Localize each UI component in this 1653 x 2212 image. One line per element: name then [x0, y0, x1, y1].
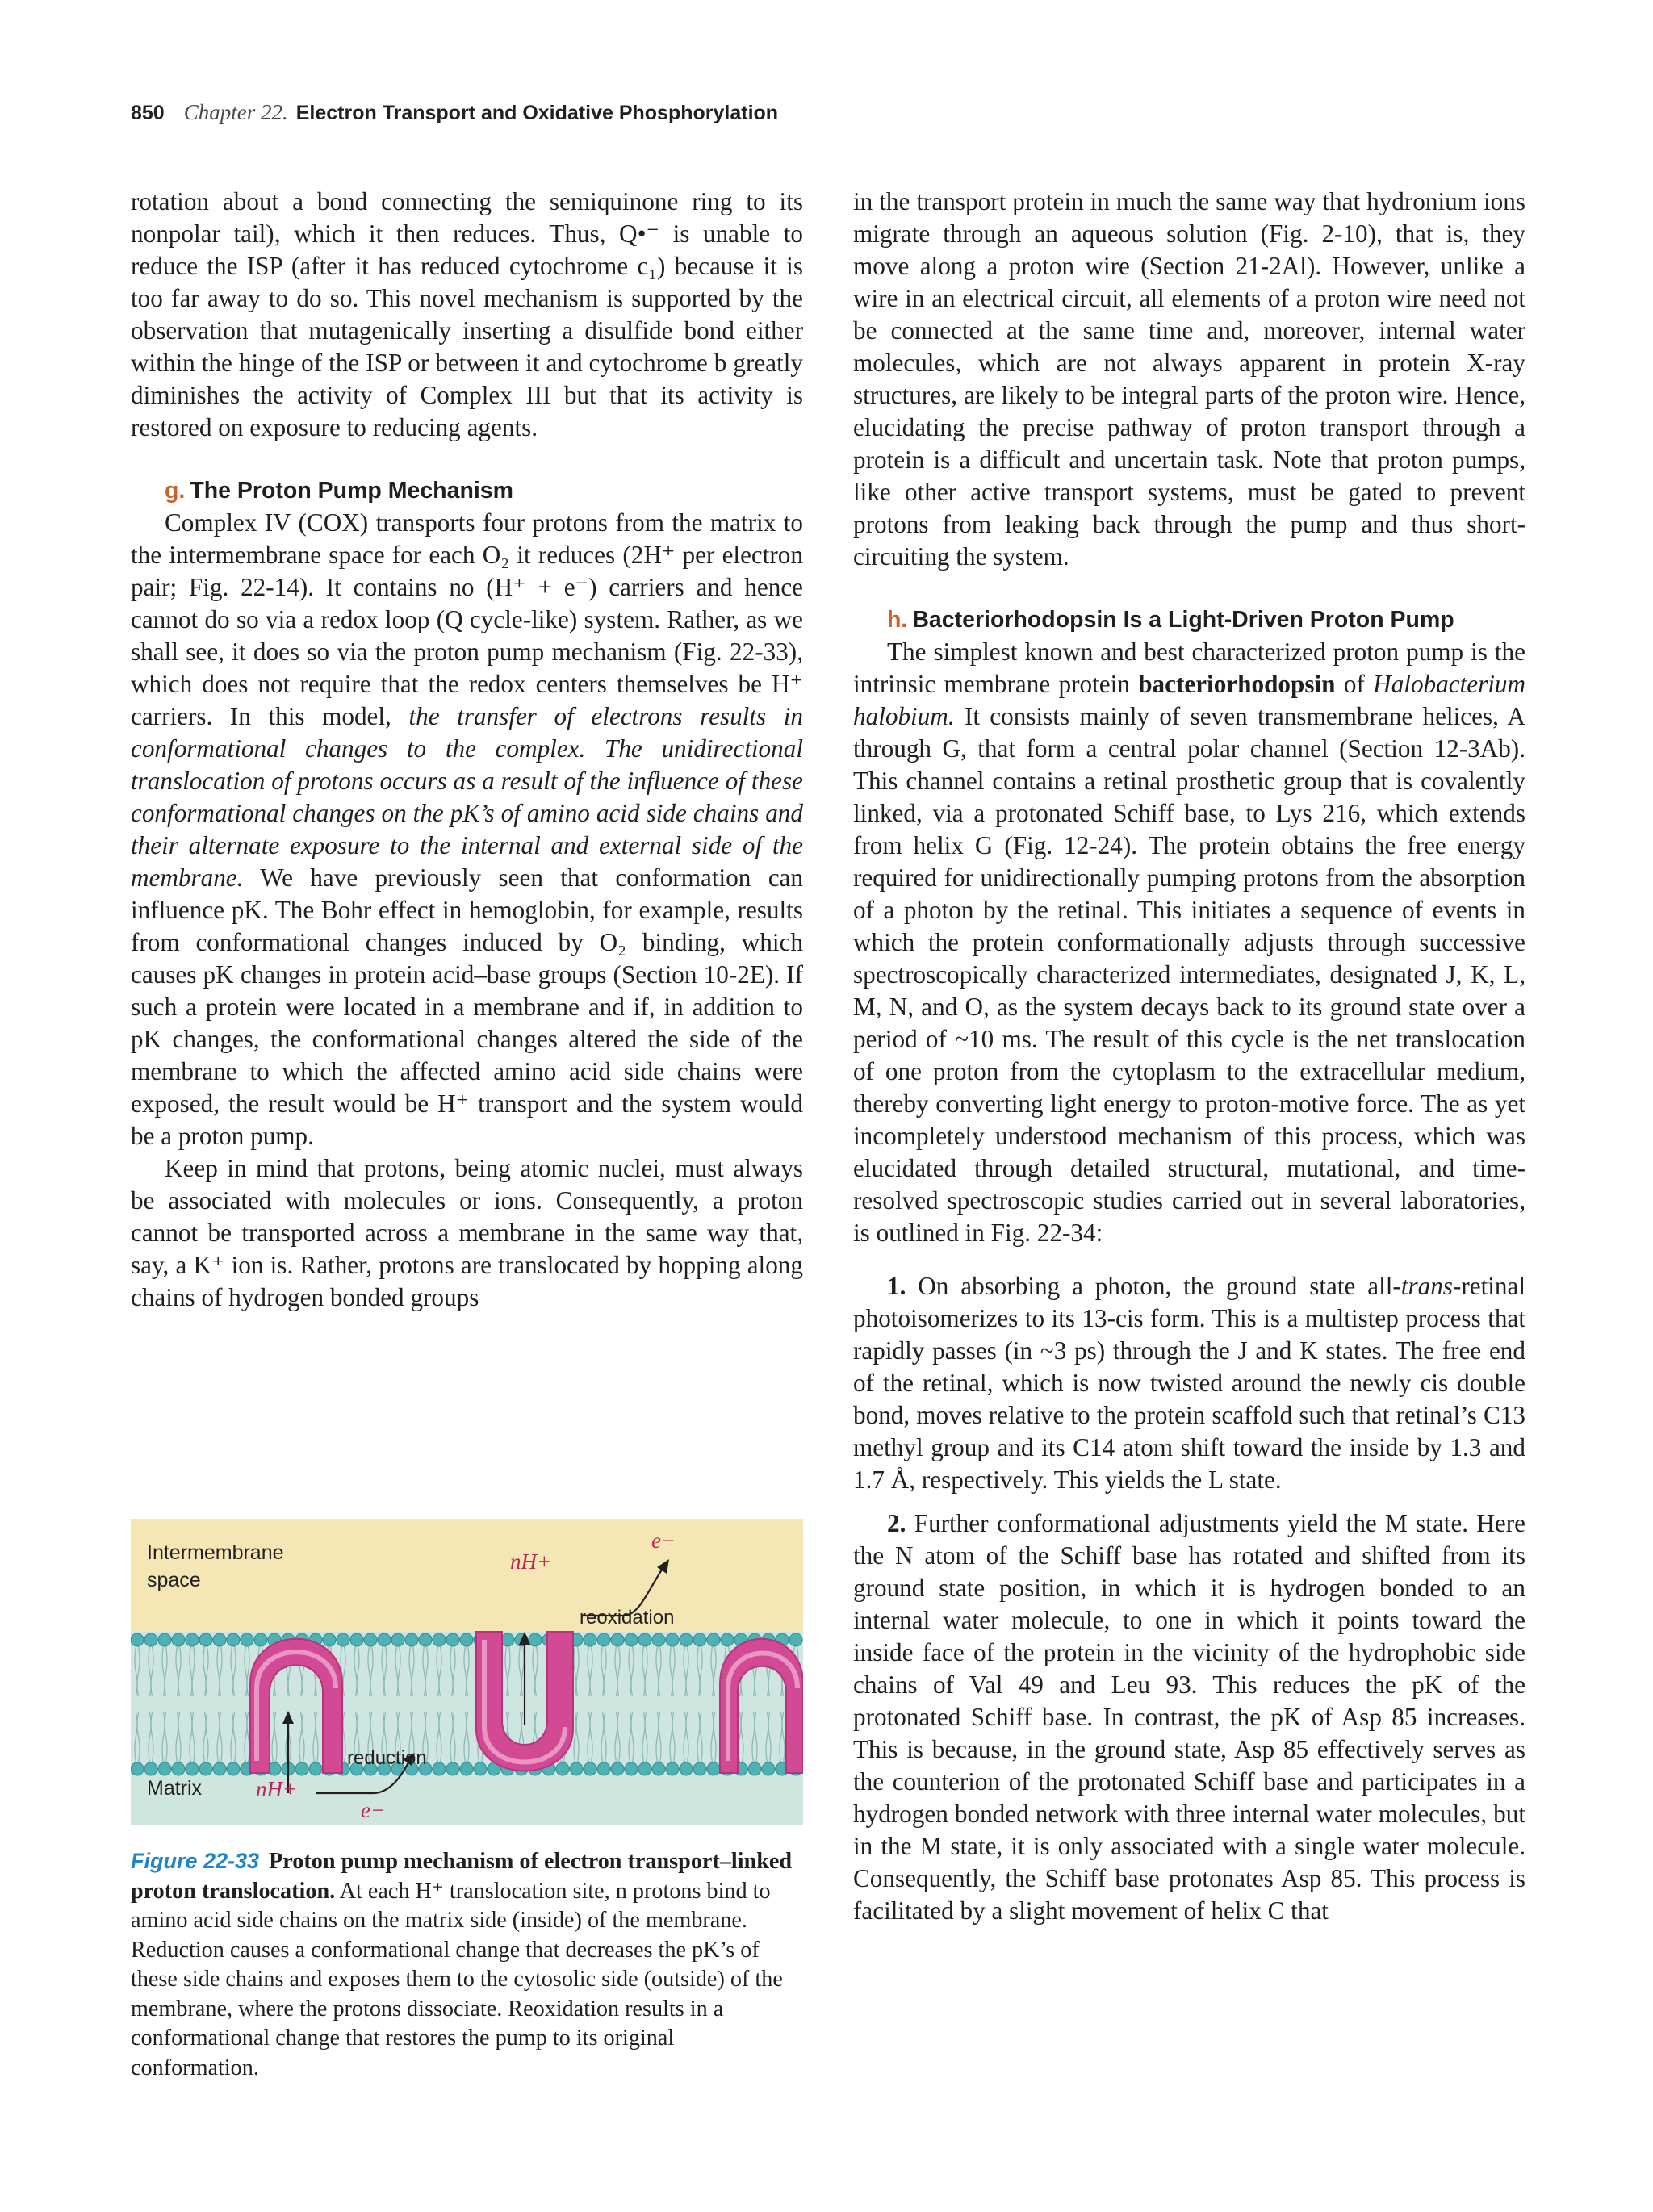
figure-22-33 [131, 1519, 803, 1825]
lipid-head [433, 1633, 446, 1646]
left-column [131, 186, 803, 1314]
lipid-head [144, 1762, 157, 1775]
figure-title: Proton pump mechanism of electron transport–linked proton translocation. [131, 1849, 793, 1904]
section-letter: g. [165, 478, 186, 504]
figure-caption-text: At each H⁺ translocation site, n protons bind to amino acid side chains on the matrix side (inside) of the membrane. Reduction causes a conformational change that decreases the pK’s of these side chains and exposes them to the cytosolic side (outside) of the membrane, where the protons dissociate. Reoxidation results in a conformational change that restores the pump to its original conformation. [131, 1878, 783, 2080]
lipid-head [364, 1633, 377, 1646]
lipid-head [391, 1633, 404, 1646]
lipid-head [652, 1762, 665, 1775]
lipid-head [721, 1633, 734, 1646]
lipid-head [693, 1762, 706, 1775]
item-number: 1. [887, 1272, 906, 1300]
lipid-head [584, 1762, 596, 1775]
lipid-head [474, 1762, 487, 1775]
label-nH-top: nH+ [510, 1549, 552, 1574]
lipid-head [309, 1762, 322, 1775]
section-title: The Proton Pump Mechanism [190, 478, 513, 504]
right-column [853, 186, 1525, 1927]
lipid-head [419, 1633, 432, 1646]
paragraph [131, 507, 803, 1152]
text-run: of [1335, 670, 1374, 698]
lipid-head [227, 1762, 240, 1775]
running-head [131, 100, 778, 132]
lipid-head [501, 1633, 514, 1646]
label-e-bottom: e− [361, 1798, 386, 1822]
text-run: It consists mainly of seven transmembrane helices, A through G, that form a central polar channel (Section 12-3Ab). This channel contains a retinal prosthetic group that is covalently linked, via a protonated Schiff base, to Lys 216, which extends from helix G (Fig. 12-24). The protein obtains the free energy required for unidirectionally pumping protons from the absorption of a photon by the retinal. This initiates a sequence of events in which the protein conformationally adjusts through successive spectroscopically characterized intermediates, designated J, K, L, M, N, and O, as the system decays back to its ground state over a period of ~10 ms. The result of this cycle is the net translocation of one proton from the cytoplasm to the extracellular medium, thereby converting light energy to proton-motive force. The as yet incompletely understood mechanism of this process, which was elucidated through detailed structural, mutational, and time-resolved spectroscopic studies carried out in several laboratories, is outlined in Fig. 22-34: [853, 702, 1525, 1247]
italic-run: trans [1400, 1272, 1453, 1300]
label-reoxidation: reoxidation [580, 1607, 675, 1629]
lipid-head [131, 1633, 144, 1646]
lipid-head [131, 1762, 144, 1775]
lipid-head [172, 1633, 185, 1646]
lipid-head [446, 1762, 459, 1775]
lipid-head [748, 1762, 761, 1775]
lipid-head [666, 1633, 679, 1646]
item-number: 2. [887, 1509, 906, 1537]
label-e-top: e− [651, 1528, 676, 1553]
lipid-head [199, 1633, 212, 1646]
italic-run: the transfer of electrons results in conformational changes to the complex. The unidirectional translocation of protons occurs as a result of the influence of these conformational changes on the pK’s of amino acid side chains and their alternate exposure to the internal and external side of the membrane. [131, 702, 803, 892]
lipid-head [625, 1762, 638, 1775]
lipid-head [638, 1633, 651, 1646]
paragraph [853, 636, 1525, 1249]
text-run: The simplest known and best characterized proton pump is the intrinsic membrane protein [853, 638, 1525, 698]
lipid-head [611, 1633, 624, 1646]
text-run: -retinal photoisomerizes to its 13-cis form. This is a multistep process that rapidly passes (in ~3 ps) through the J and K states. The free end of the retinal, which is now twisted around the newly cis double bond, moves relative to the protein scaffold such that retinal’s C13 methyl group and its C14 atom shift toward the inside by 1.3 and 1.7 Å, respectively. This yields the L state. [853, 1272, 1525, 1494]
label-intermembrane: Intermembrane [147, 1541, 284, 1564]
label-reduction: reduction [347, 1747, 427, 1769]
lipid-head [789, 1633, 802, 1646]
lipid-head [597, 1762, 610, 1775]
lipid-head [158, 1633, 171, 1646]
chapter-title: Electron Transport and Oxidative Phosphorylation [295, 102, 779, 124]
section-title: Bacteriorhodopsin Is a Light-Driven Proton Pump [912, 607, 1454, 633]
figure-caption [131, 1846, 803, 2083]
lipid-head [158, 1762, 171, 1775]
lipid-head [295, 1762, 308, 1775]
lipid-head [652, 1633, 665, 1646]
text-run: On absorbing a photon, the ground state all- [918, 1272, 1401, 1300]
list-item [853, 1270, 1525, 1496]
lipid-head [460, 1762, 473, 1775]
lipid-head [666, 1762, 679, 1775]
lipid-head [446, 1633, 459, 1646]
lipid-head [323, 1633, 336, 1646]
paragraph-continued-right: in the transport protein in much the same way that hydronium ions migrate through an aqueous solution (Fig. 2-10), that is, they move along a proton wire (Section 21-2Al). However, unlike a wire in an electrical circuit, all elements of a proton wire need not be connected at the same time and, moreover, internal water molecules, which are not always apparent in protein X-ray structures, are likely to be integral parts of the proton wire. Hence, elucidating the precise pathway of proton transport through a protein is a difficult and uncertain task. Note that proton pumps, like other active transport systems, must be gated to prevent protons from leaking back through the pump and thus short-circuiting the system. [853, 187, 1525, 571]
lipid-head [460, 1633, 473, 1646]
bold-run: bacteriorhodopsin [1138, 670, 1336, 698]
label-matrix: Matrix [147, 1777, 203, 1800]
section-heading-h [887, 604, 1525, 636]
lipid-head [405, 1633, 418, 1646]
lipid-head [611, 1762, 624, 1775]
lipid-head [337, 1633, 349, 1646]
intermembrane-region [131, 1519, 803, 1632]
lipid-head [638, 1762, 651, 1775]
lipid-head [186, 1633, 199, 1646]
paragraph: Keep in mind that protons, being atomic nuclei, must always be associated with molecules or ions. Consequently, a proton cannot be transported across a membrane in the same way that, say, a K⁺ ion is. Rather, protons are translocated by hopping along chains of hydrogen bonded groups [131, 1154, 803, 1311]
lipid-head [570, 1762, 583, 1775]
lipid-head [241, 1633, 253, 1646]
label-space: space [147, 1569, 201, 1591]
lipid-head [186, 1762, 199, 1775]
section-letter: h. [887, 607, 908, 633]
page-number: 850 [131, 102, 165, 124]
lipid-head [227, 1633, 240, 1646]
lipid-head [707, 1633, 720, 1646]
italic-run: Halobacterium halobium. [853, 670, 1526, 730]
lipid-head [213, 1633, 226, 1646]
figure-label: Figure 22-33 [131, 1849, 260, 1873]
lipid-head [556, 1762, 569, 1775]
proton-pump-diagram [131, 1519, 803, 1825]
lipid-head [597, 1633, 610, 1646]
lipid-head [172, 1762, 185, 1775]
text-run: We have previously seen that conformation can influence pK. The Bohr effect in hemoglobin, for example, results from conformational changes induced by O₂ binding, which causes pK changes in protein acid–base groups (Section 10-2E). If such a protein were located in a membrane and if, in addition to pK changes, the conformational changes altered the side of the membrane to which the affected amino acid side chains were exposed, the result would be H⁺ transport and the system would be a proton pump. [131, 863, 803, 1150]
lipid-head [144, 1633, 157, 1646]
lipid-head [254, 1633, 267, 1646]
lipid-head [199, 1762, 212, 1775]
lipid-head [707, 1762, 720, 1775]
list-item [853, 1507, 1525, 1927]
lipid-head [213, 1762, 226, 1775]
section-heading-g [165, 475, 803, 507]
paragraph-continued-left: rotation about a bond connecting the semiquinone ring to its nonpolar tail), which it then reduces. Thus, Q•⁻ is unable to reduce the ISP (after it has reduced cytochrome c₁) because it is too far away to do so. This novel mechanism is supported by the observation that mutagenically inserting a disulfide bond either within the hinge of the ISP or between it and cytochrome b greatly diminishes the activity of Complex III but that its activity is restored on exposure to reducing agents. [131, 187, 803, 441]
text-run: Further conformational adjustments yield the M state. Here the N atom of the Schiff base has rotated and shifted from its ground state position, in which it is hydrogen bonded to an internal water molecule, to one in which it points toward the inside face of the protein in the vicinity of the hydrophobic side chains of Val 49 and Leu 93. This reduces the pK of the protonated Schiff base. In contrast, the pK of Asp 85 increases. This is because, in the ground state, Asp 85 effectively serves as the counterion of the protonated Schiff base and participates in a hydrogen bonded network with three internal water molecules, but in the M state, it is only associated with a single water molecule. Consequently, the Schiff base protonates Asp 85. This process is facilitated by a slight movement of helix C that [853, 1509, 1526, 1925]
lipid-head [693, 1633, 706, 1646]
label-nH-bottom: nH+ [256, 1777, 298, 1801]
lipid-head [378, 1633, 391, 1646]
lipid-head [350, 1633, 363, 1646]
lipid-head [762, 1762, 775, 1775]
lipid-head [529, 1633, 542, 1646]
lipid-head [625, 1633, 638, 1646]
lipid-head [680, 1762, 693, 1775]
lipid-head [433, 1762, 446, 1775]
lipid-head [680, 1633, 693, 1646]
text-run: Complex IV (COX) transports four protons from the matrix to the intermembrane space for each O₂ it reduces (2H⁺ per electron pair; Fig. 22-14). It contains no (H⁺ + e⁻) carriers and hence cannot do so via a redox loop (Q cycle-like) system. Rather, as we shall see, it does so via the proton pump mechanism (Fig. 22-33), which does not require that the redox centers themselves be H⁺ carriers. In this model, [131, 508, 803, 730]
chapter-label: Chapter 22. [183, 100, 288, 124]
lipid-head [584, 1633, 596, 1646]
